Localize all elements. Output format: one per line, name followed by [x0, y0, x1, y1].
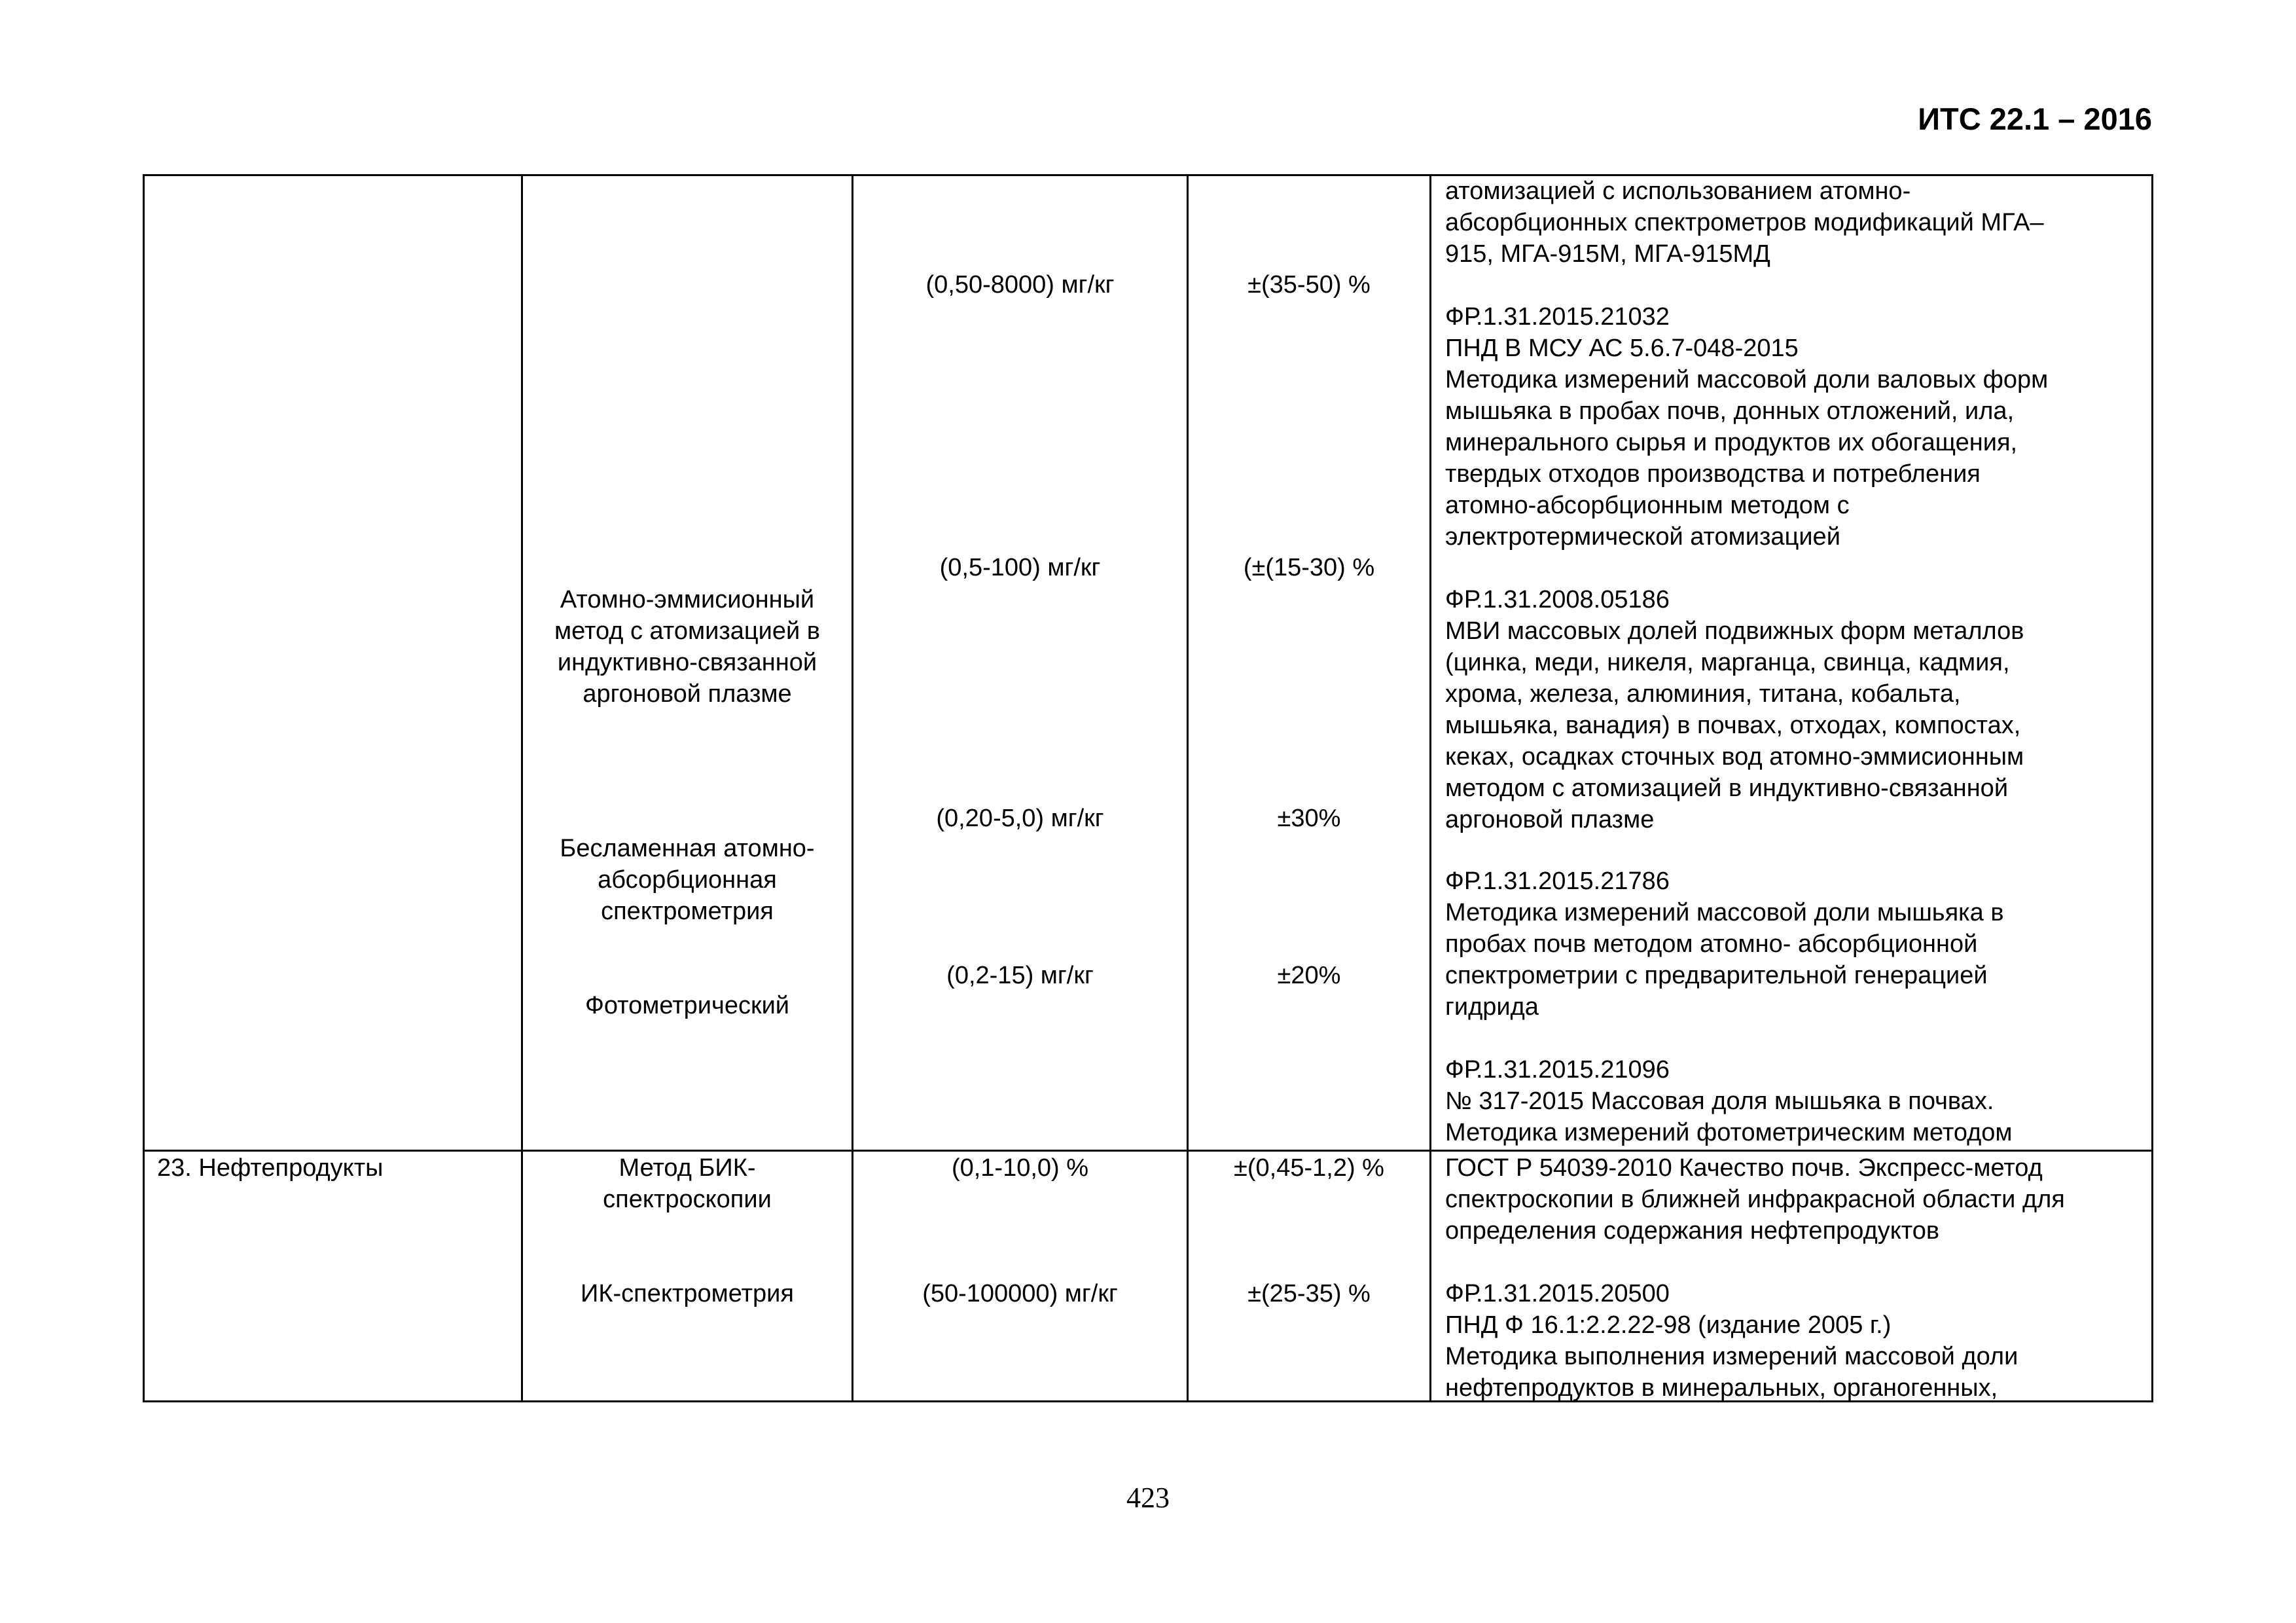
error-cell: ±20% — [1277, 962, 1341, 989]
range-cell: (0,2-15) мг/кг — [946, 962, 1094, 989]
range-cell: (0,50-8000) мг/кг — [925, 271, 1115, 299]
range-cell: (0,5-100) мг/кг — [939, 554, 1101, 581]
doc-cell: ГОСТ Р 54039-2010 Качество почв. Экспресс-метод спектроскопии в ближней инфракрасной области для определения содержания нефтепродуктов — [1445, 1154, 2065, 1245]
doc-cell: ФР.1.31.2015.20500 ПНД Ф 16.1:2.2.22-98 (издание 2005 г.) Методика выполнения измерений массовой доли нефтепродуктов в минеральных, органогенных, — [1445, 1280, 2018, 1402]
column-divider-3 — [1187, 174, 1189, 1402]
column-divider-2 — [852, 174, 853, 1402]
error-cell: ±(35-50) % — [1247, 271, 1371, 299]
range-cell: (50-100000) мг/кг — [922, 1280, 1118, 1307]
doc-cell: атомизацией с использованием атомно- абсорбционных спектрометров модификаций МГА– 915, МГА-915М, МГА-915МД — [1445, 177, 2044, 268]
method-cell-nir: Метод БИК- спектроскопии — [603, 1154, 772, 1213]
table-left-border — [143, 174, 145, 1402]
method-cell-photometric: Фотометрический — [584, 992, 790, 1019]
error-cell: (±(15-30) % — [1243, 554, 1375, 581]
column-divider-1 — [521, 174, 523, 1402]
method-cell-icp: Атомно-эммисионный метод с атомизацией в индуктивно-связанной аргоновой плазме — [554, 586, 820, 708]
error-cell: ±(0,45-1,2) % — [1234, 1154, 1384, 1182]
table-row-divider — [143, 1150, 2153, 1152]
doc-cell: ФР.1.31.2015.21786 Методика измерений массовой доли мышьяка в пробах почв методом атомно- абсорбционной спектрометрии с предварительной генерацией гидрида — [1445, 867, 2004, 1021]
doc-cell: ФР.1.31.2015.21032 ПНД В МСУ АС 5.6.7-048-2015 Методика измерений массовой доли валовых форм мышьяка в пробах почв, донных отложений, ила, минерального сырья и продуктов их обогащения, твердых отходов производства и потребления атомно-абсорбционным методом с электротермической атомизацией — [1445, 303, 2049, 551]
method-cell-ir: ИК-спектрометрия — [581, 1280, 794, 1307]
column-divider-4 — [1429, 174, 1431, 1402]
doc-cell: ФР.1.31.2015.21096 № 317-2015 Массовая доля мышьяка в почвах. Методика измерений фотометрическим методом — [1445, 1056, 2013, 1146]
substance-cell: 23. Нефтепродукты — [157, 1154, 384, 1182]
page-number: 423 — [1126, 1482, 1170, 1514]
range-cell: (0,20-5,0) мг/кг — [936, 805, 1104, 832]
document-header: ИТС 22.1 – 2016 — [1918, 101, 2152, 136]
method-cell-aas: Бесламенная атомно- абсорбционная спектрометрия — [560, 835, 815, 925]
error-cell: ±(25-35) % — [1247, 1280, 1371, 1307]
table-right-border — [2151, 174, 2153, 1402]
error-cell: ±30% — [1277, 805, 1341, 832]
range-cell: (0,1-10,0) % — [951, 1154, 1089, 1182]
doc-cell: ФР.1.31.2008.05186 МВИ массовых долей подвижных форм металлов (цинка, меди, никеля, марганца, свинца, кадмия, хрома, железа, алюминия, титана, кобальта, мышьяка, ванадия) в почвах, отходах, компостах, кеках, осадках сточных вод атомно-эммисионным методом с атомизацией в индуктивно-связанной аргоновой плазме — [1445, 586, 2024, 833]
